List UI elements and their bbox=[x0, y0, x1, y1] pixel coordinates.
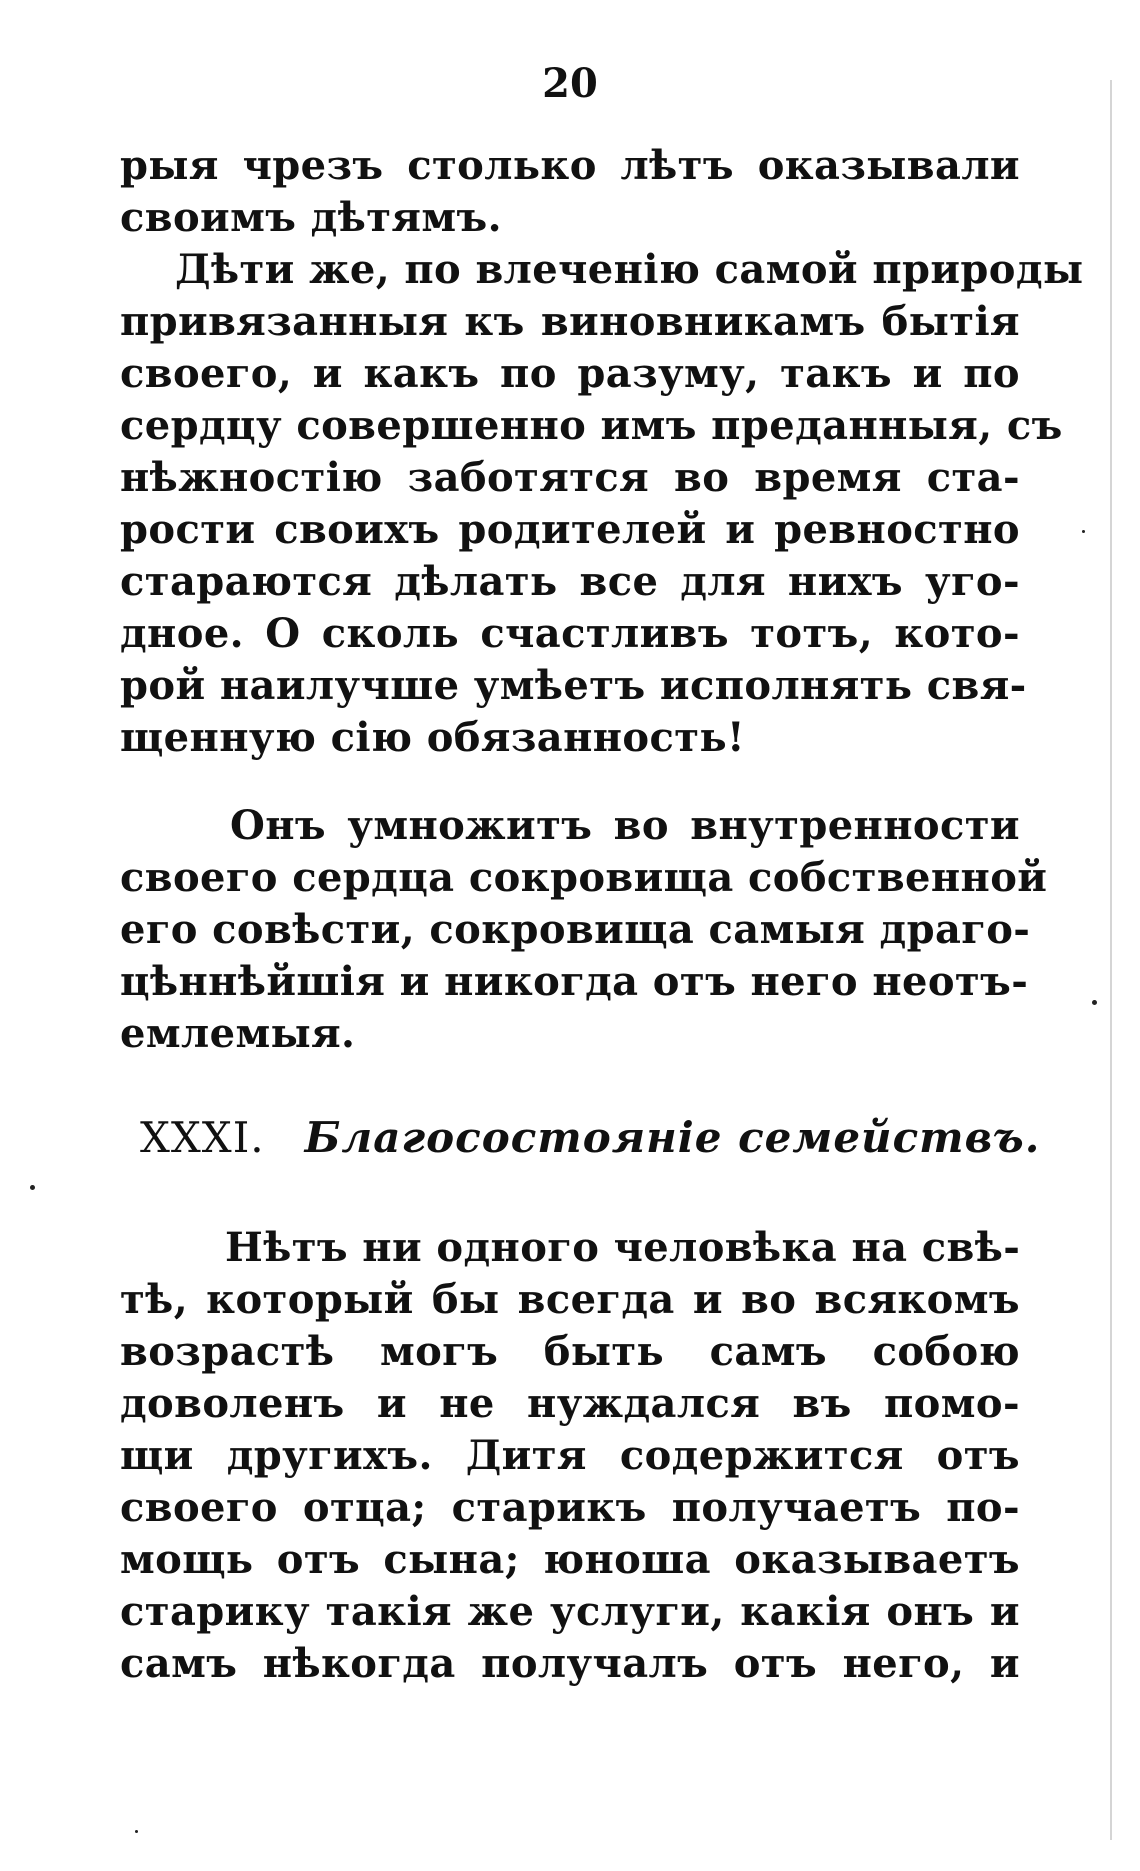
text-line: щенную сію обязанность! bbox=[120, 714, 745, 761]
text-line: тѣ, который бы всегда и во всякомъ bbox=[120, 1276, 1020, 1323]
page-number: 20 bbox=[542, 60, 598, 107]
scan-speck bbox=[1092, 1000, 1097, 1005]
text-line: рыя чрезъ столько лѣтъ оказывали bbox=[120, 142, 1020, 189]
text-line: Онъ умножитъ во внутренности bbox=[230, 802, 1020, 849]
section-title: Благосостояніе семействъ. bbox=[304, 1113, 1041, 1162]
text-line: емлемыя. bbox=[120, 1010, 356, 1057]
text-line: доволенъ и не нуждался въ помо- bbox=[120, 1380, 1020, 1427]
text-line: нѣжностію заботятся во время ста- bbox=[120, 454, 1020, 501]
scan-speck bbox=[1082, 530, 1085, 533]
text-line: своего сердца сокровища собственной bbox=[120, 854, 1048, 901]
scan-speck bbox=[30, 1185, 35, 1190]
section-number: XXXI. bbox=[140, 1113, 265, 1162]
text-line: мощь отъ сына; юноша оказываетъ bbox=[120, 1536, 1020, 1583]
text-line: Дѣти же, по влеченію самой природы bbox=[175, 246, 1084, 293]
scan-edge-line bbox=[1110, 80, 1112, 1840]
text-line: дное. О сколь счастливъ тотъ, кото- bbox=[120, 610, 1020, 657]
text-line: Нѣтъ ни одного человѣка на свѣ- bbox=[225, 1224, 1021, 1271]
text-line: цѣннѣйшія и никогда отъ него неотъ- bbox=[120, 958, 1029, 1005]
text-line: своего, и какъ по разуму, такъ и по bbox=[120, 350, 1020, 397]
text-line: самъ нѣкогда получалъ отъ него, и bbox=[120, 1640, 1020, 1687]
text-line: привязанныя къ виновникамъ бытія bbox=[120, 298, 1020, 345]
scan-speck bbox=[135, 1830, 138, 1833]
text-line: стараются дѣлать все для нихъ уго- bbox=[120, 558, 1020, 605]
text-line: возрастѣ могъ быть самъ собою bbox=[120, 1328, 1020, 1375]
text-line: щи другихъ. Дитя содержится отъ bbox=[120, 1432, 1020, 1479]
text-line: своимъ дѣтямъ. bbox=[120, 194, 502, 241]
text-line: его совѣсти, сокровища самыя драго- bbox=[120, 906, 1031, 953]
text-line: своего отца; старикъ получаетъ по- bbox=[120, 1484, 1020, 1531]
text-line: старику такія же услуги, какія онъ и bbox=[120, 1588, 1020, 1635]
text-line: сердцу совершенно имъ преданныя, съ bbox=[120, 402, 1063, 449]
text-line: рости своихъ родителей и ревностно bbox=[120, 506, 1020, 553]
text-line: рой наилучше умѣетъ исполнять свя- bbox=[120, 662, 1027, 709]
section-heading bbox=[140, 1110, 1041, 1166]
